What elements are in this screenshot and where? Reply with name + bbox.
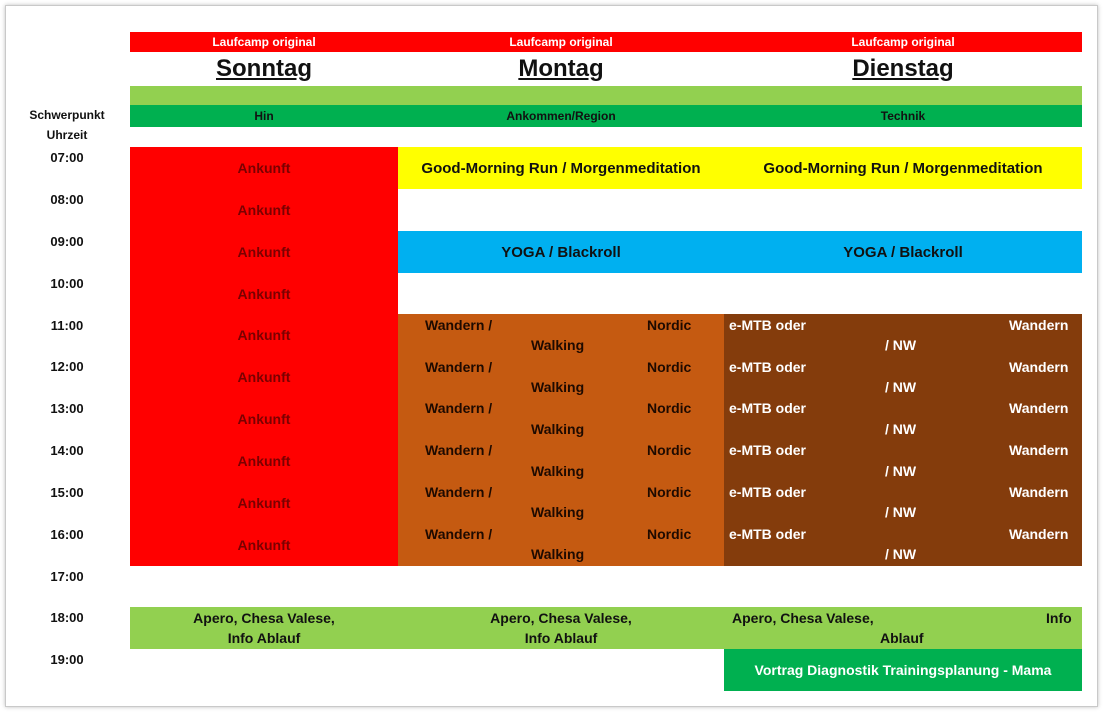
tuesday-apero-line1: Apero, Chesa Valese, — [732, 610, 874, 626]
time-1500: 15:00 — [50, 485, 84, 500]
focus-monday: Ankommen/Region — [398, 105, 724, 127]
morning-run-tuesday: Good-Morning Run / Morgenmeditation — [724, 147, 1082, 189]
tuesday-wandern-1300: Wandern — [1009, 400, 1069, 416]
day-monday: Montag — [518, 55, 604, 82]
monday-apero-line2: Info Ablauf — [524, 630, 598, 646]
uhrzeit-label: Uhrzeit — [46, 128, 88, 142]
time-0800: 08:00 — [50, 192, 84, 207]
tuesday-wandern-1400: Wandern — [1009, 442, 1069, 458]
tuesday-nw-1100: / NW — [885, 337, 917, 353]
yoga-monday: YOGA / Blackroll — [398, 231, 724, 273]
time-1100: 11:00 — [50, 318, 84, 333]
monday-wandern-1500: Wandern / — [425, 484, 493, 500]
arrival-1600: Ankunft — [237, 537, 291, 553]
sunday-original-label: Laufcamp original — [130, 32, 398, 52]
monday-walking-1100: Walking — [531, 337, 585, 353]
monday-nordic-1400: Nordic — [647, 442, 692, 458]
tuesday-nw-1300: / NW — [885, 421, 917, 437]
time-1700: 17:00 — [50, 569, 84, 584]
monday-wandern-1100: Wandern / — [425, 317, 493, 333]
tuesday-wandern-1100: Wandern — [1009, 317, 1069, 333]
time-1400: 14:00 — [50, 443, 84, 458]
monday-nordic-1600: Nordic — [647, 526, 692, 542]
time-1000: 10:00 — [50, 276, 84, 291]
tuesday-nw-1400: / NW — [885, 463, 917, 479]
tuesday-wandern-1200: Wandern — [1009, 359, 1069, 375]
time-1200: 12:00 — [50, 359, 84, 374]
tuesday-apero-info: Info — [1046, 610, 1072, 626]
tuesday-emtb-1300: e-MTB oder — [729, 400, 806, 416]
day-sunday: Sonntag — [216, 55, 312, 82]
tuesday-nw-1200: / NW — [885, 379, 917, 395]
yoga-tuesday: YOGA / Blackroll — [724, 231, 1082, 273]
arrival-1400: Ankunft — [237, 453, 291, 469]
tuesday-emtb-1400: e-MTB oder — [729, 442, 806, 458]
tuesday-wandern-1500: Wandern — [1009, 484, 1069, 500]
monday-walking-1500: Walking — [531, 504, 585, 520]
monday-nordic-1200: Nordic — [647, 359, 692, 375]
monday-nordic-1300: Nordic — [647, 400, 692, 416]
lecture-tuesday: Vortrag Diagnostik Trainingsplanung - Mama — [724, 649, 1082, 691]
morning-run-monday: Good-Morning Run / Morgenmeditation — [398, 147, 724, 189]
time-0900: 09:00 — [50, 234, 84, 249]
arrival-1500: Ankunft — [237, 495, 291, 511]
arrival-0900: Ankunft — [237, 244, 291, 260]
monday-walking-1600: Walking — [531, 546, 585, 562]
sunday-apero-line2: Info Ablauf — [227, 630, 301, 646]
schwerpunkt-label: Schwerpunkt — [29, 108, 105, 122]
time-1300: 13:00 — [50, 401, 84, 416]
monday-apero-line1: Apero, Chesa Valese, — [490, 610, 632, 626]
arrival-1100: Ankunft — [237, 327, 291, 343]
sunday-apero-line1: Apero, Chesa Valese, — [193, 610, 335, 626]
tuesday-emtb-1500: e-MTB oder — [729, 484, 806, 500]
arrival-1000: Ankunft — [237, 286, 291, 302]
arrival-1200: Ankunft — [237, 369, 291, 385]
day-tuesday: Dienstag — [852, 55, 954, 82]
time-1900: 19:00 — [50, 652, 84, 667]
tuesday-apero-ablauf: Ablauf — [880, 630, 924, 646]
monday-nordic-1100: Nordic — [647, 317, 692, 333]
focus-tuesday: Technik — [724, 105, 1082, 127]
arrival-0800: Ankunft — [237, 202, 291, 218]
monday-walking-1400: Walking — [531, 463, 585, 479]
tuesday-wandern-1600: Wandern — [1009, 526, 1069, 542]
arrival-1300: Ankunft — [237, 411, 291, 427]
monday-walking-1200: Walking — [531, 379, 585, 395]
tuesday-emtb-1100: e-MTB oder — [729, 317, 806, 333]
focus-sunday: Hin — [130, 105, 398, 127]
tuesday-emtb-1200: e-MTB oder — [729, 359, 806, 375]
monday-wandern-1200: Wandern / — [425, 359, 493, 375]
time-0700: 07:00 — [50, 150, 84, 165]
monday-wandern-1600: Wandern / — [425, 526, 493, 542]
monday-walking-1300: Walking — [531, 421, 585, 437]
tuesday-original-label: Laufcamp original — [724, 32, 1082, 52]
monday-wandern-1400: Wandern / — [425, 442, 493, 458]
tuesday-nw-1500: / NW — [885, 504, 917, 520]
tuesday-nw-1600: / NW — [885, 546, 917, 562]
time-1800: 18:00 — [50, 610, 84, 625]
header-band — [130, 86, 1082, 105]
time-1600: 16:00 — [50, 527, 84, 542]
monday-original-label: Laufcamp original — [398, 32, 724, 52]
tuesday-emtb-1600: e-MTB oder — [729, 526, 806, 542]
monday-wandern-1300: Wandern / — [425, 400, 493, 416]
monday-nordic-1500: Nordic — [647, 484, 692, 500]
arrival-0700: Ankunft — [237, 160, 291, 176]
